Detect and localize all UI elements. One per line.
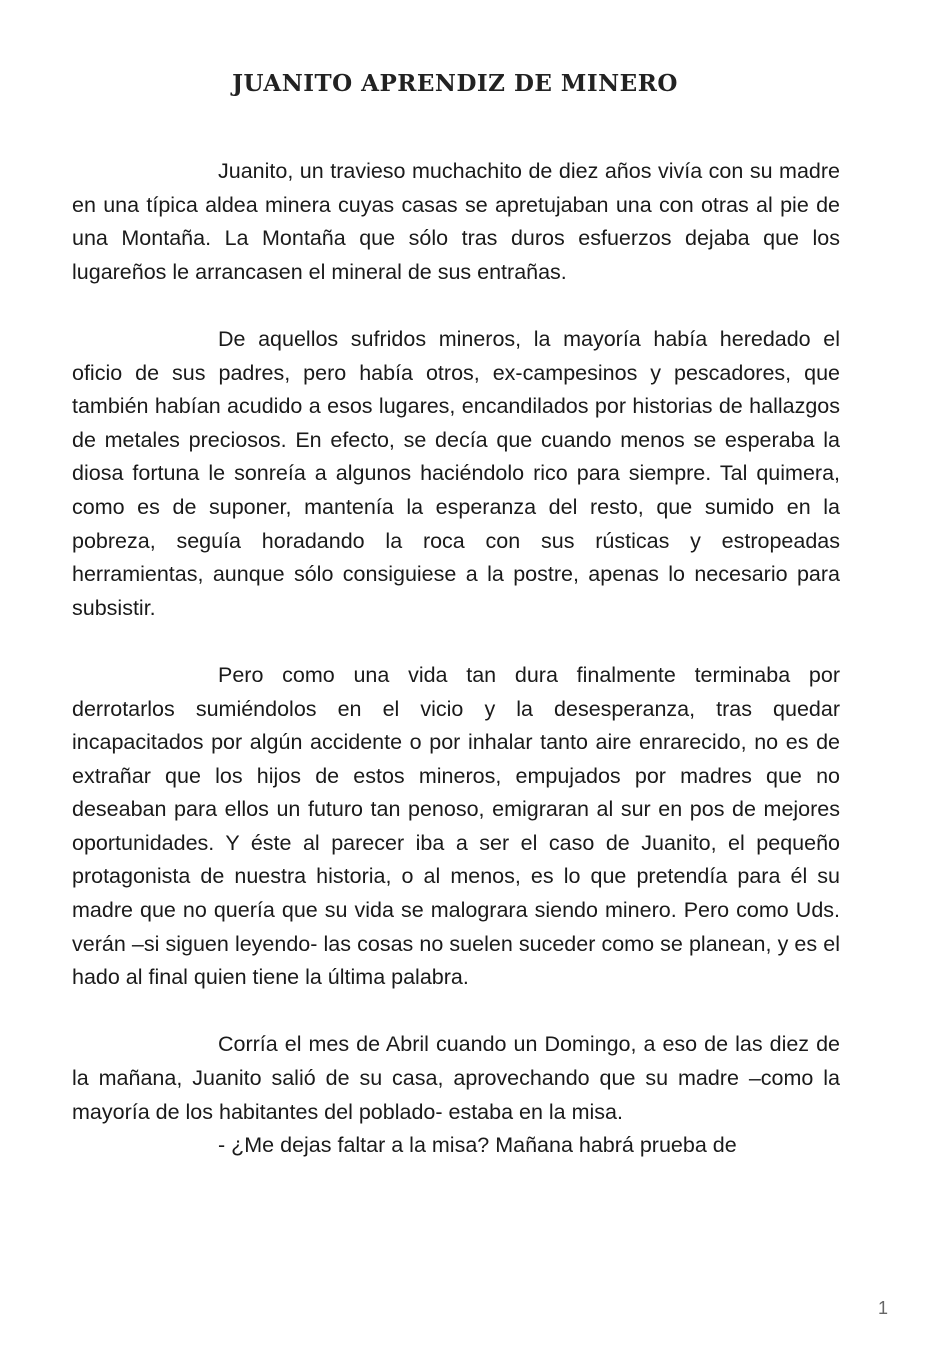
paragraph-3: Pero como una vida tan dura finalmente terminaba por derrotarlos sumiéndolos en el vicio y la desesperanza, tras quedar incapacitados por algún accidente o por inhalar tanto aire enrarecido, no es de extrañar que los hijos de estos mineros, empujados por madres que no deseaban para ellos un futuro tan penoso, emigraran al sur en pos de mejores oportunidades. Y éste al parecer iba a ser el caso de Juanito, el pequeño protagonista de nuestra historia, o al menos, es lo que pretendía para él su madre que no quería que su vida se malograra siendo minero. Pero como Uds. verán –si siguen leyendo- las cosas no suelen suceder como se planean, y es el hado al final quien tiene la última palabra. bbox=[72, 662, 840, 990]
page-number: 1 bbox=[877, 1298, 888, 1318]
paragraph-4: Corría el mes de Abril cuando un Domingo, a eso de las diez de la mañana, Juanito salió de su casa, aprovechando que su madre –como la mayoría de los habitantes del poblado- estaba en la misa. bbox=[72, 1032, 840, 1124]
paragraph-1: Juanito, un travieso muchachito de diez años vivía con su madre en una típica aldea minera cuyas casas se apretujaban una con otras al pie de una Montaña. La Montaña que sólo tras duros esfuerzos dejaba que los lugareños le arrancasen el mineral de sus entrañas. bbox=[72, 159, 840, 284]
paragraph-2: De aquellos sufridos mineros, la mayoría había heredado el oficio de sus padres, pero había otros, ex-campesinos y pescadores, que también habían acudido a esos lugares, encandilados por historias de hallazgos de metales preciosos. En efecto, se decía que cuando menos se esperaba la diosa fortuna le sonreía a algunos haciéndolo rico para siempre. Tal quimera, como es de suponer, mantenía la esperanza del resto, que sumido en la pobreza, seguía horadando la roca con sus rústicas y estropeadas herramientas, aunque sólo consiguiese a la postre, apenas lo necesario para subsistir. bbox=[72, 326, 840, 620]
document-body bbox=[72, 155, 840, 1163]
dialogue-line: - ¿Me dejas faltar a la misa? Mañana habrá prueba de bbox=[218, 1133, 737, 1158]
document-title: JUANITO APRENDIZ DE MINERO bbox=[232, 70, 678, 97]
